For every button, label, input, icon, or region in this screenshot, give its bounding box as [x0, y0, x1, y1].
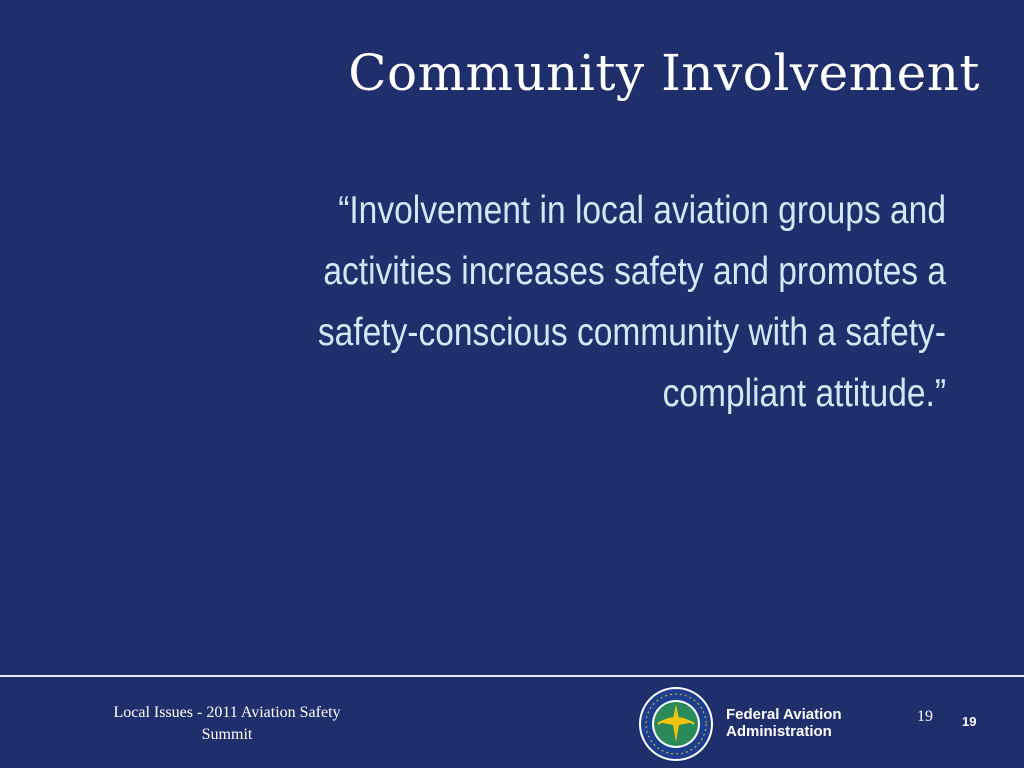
slide-number-bold: 19: [962, 714, 977, 729]
quote-line-4: compliant attitude.”: [662, 372, 946, 415]
faa-org-line-1: Federal Aviation: [726, 706, 842, 723]
slide-title: Community Involvement: [348, 44, 980, 102]
footer-event-line-1: Local Issues - 2011 Aviation Safety: [113, 704, 341, 721]
faa-org-line-2: Administration: [726, 723, 832, 740]
footer-event-label: [72, 702, 382, 746]
quote-line-3: safety-conscious community with a safety-: [317, 311, 946, 354]
slide-number: 19: [917, 708, 933, 725]
footer-divider: [0, 675, 1024, 677]
quote-line-1: “Involvement in local aviation groups and: [338, 189, 946, 232]
quote-line-2: activities increases safety and promotes a: [323, 250, 946, 293]
quote-block: [241, 180, 946, 424]
footer-event-line-2: Summit: [201, 726, 253, 743]
faa-org-name: [726, 706, 842, 740]
faa-seal-icon: [638, 686, 714, 762]
